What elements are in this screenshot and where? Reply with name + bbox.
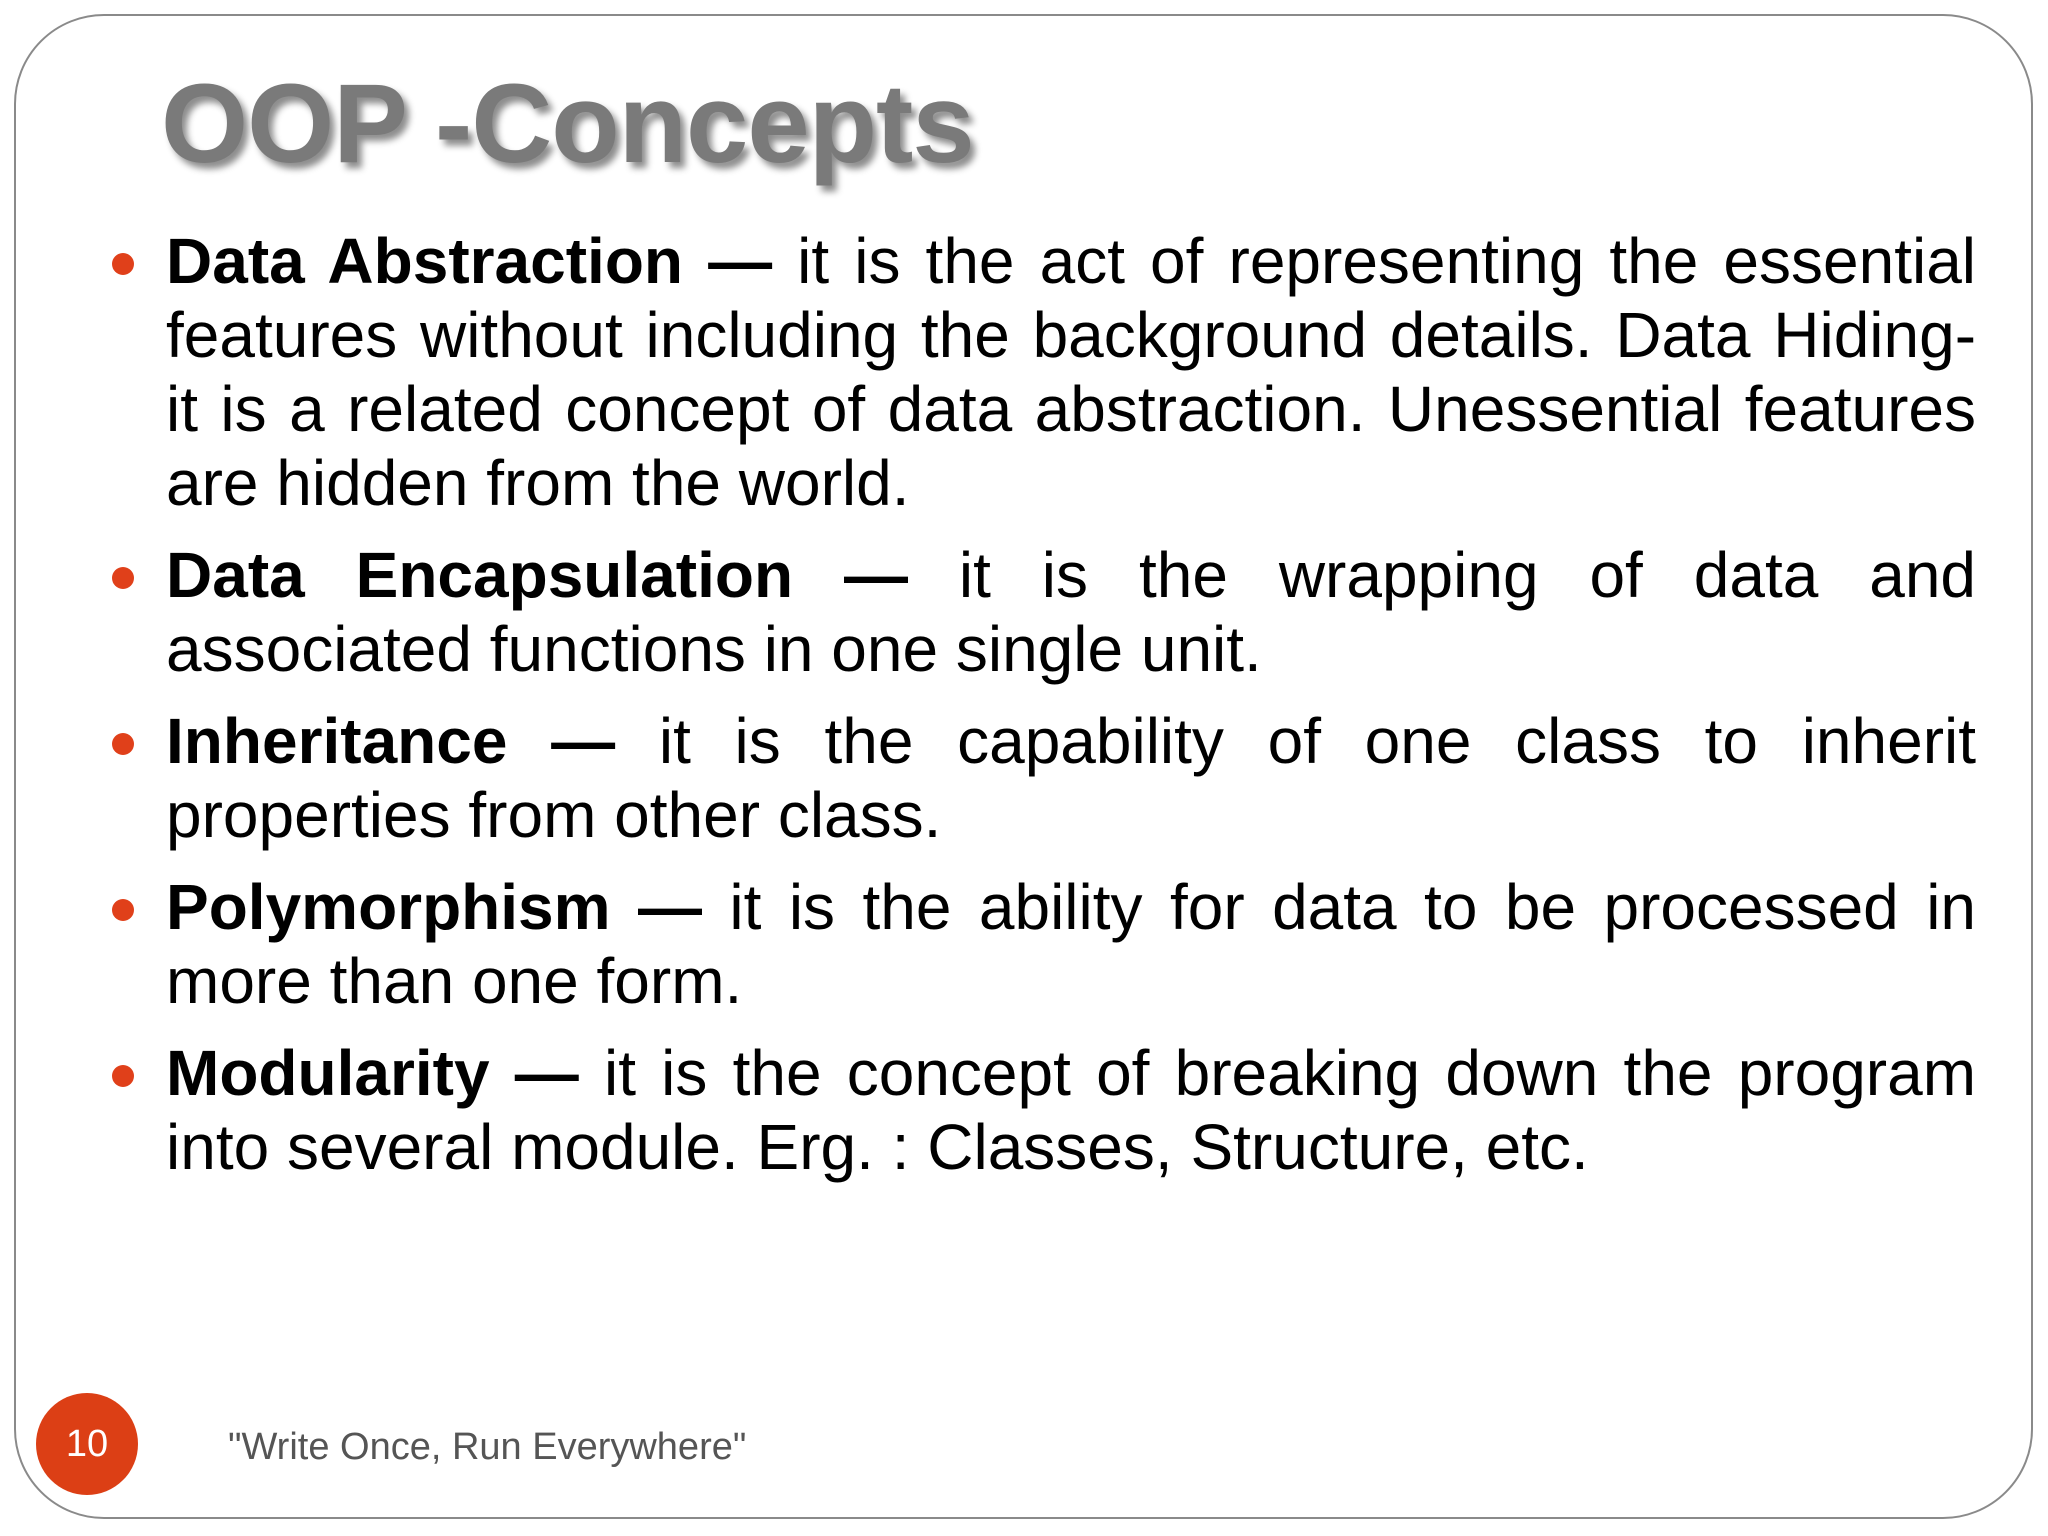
term-label: Data Encapsulation xyxy=(166,539,794,611)
bullet-dot-icon xyxy=(112,567,134,589)
list-item-polymorphism xyxy=(166,870,1976,1018)
list-item-modularity xyxy=(166,1036,1976,1184)
definition-text: it is the capability of one class to inherit properties from other class. xyxy=(166,705,1977,851)
term-label: Modularity xyxy=(166,1037,490,1109)
slide-title: OOP -Concepts xyxy=(161,61,974,186)
list-item-inheritance xyxy=(166,704,1976,852)
term-label: Data Abstraction xyxy=(166,225,684,297)
bullet-dot-icon xyxy=(112,1065,134,1087)
definition-text: it is the ability for data to be processed in more than one form. xyxy=(166,871,1977,1017)
list-item-data-abstraction xyxy=(166,224,1976,520)
em-dash: — xyxy=(514,1037,579,1109)
slide xyxy=(14,14,2033,1519)
bullet-dot-icon xyxy=(112,899,134,921)
slide-number-badge: 10 xyxy=(36,1393,138,1495)
footer-text: "Write Once, Run Everywhere" xyxy=(228,1426,747,1468)
definition-text: it is the concept of breaking down the program into several module. Erg. : Classes, Structure, etc. xyxy=(166,1037,1977,1183)
em-dash: — xyxy=(708,225,773,297)
list-item-data-encapsulation xyxy=(166,538,1976,686)
term-label: Polymorphism xyxy=(166,871,611,943)
term-label: Inheritance xyxy=(166,705,508,777)
em-dash: — xyxy=(551,705,616,777)
bullet-dot-icon xyxy=(112,733,134,755)
bullet-list xyxy=(166,224,1976,1202)
em-dash: — xyxy=(637,871,702,943)
definition-text: it is the wrapping of data and associated functions in one single unit. xyxy=(166,539,1977,685)
definition-text: it is the act of representing the essential features without including the background details. Data Hiding- it is a related concept of data abstraction. Unessential features are hidden from the world. xyxy=(166,225,1976,519)
bullet-dot-icon xyxy=(112,253,134,275)
em-dash: — xyxy=(843,539,908,611)
